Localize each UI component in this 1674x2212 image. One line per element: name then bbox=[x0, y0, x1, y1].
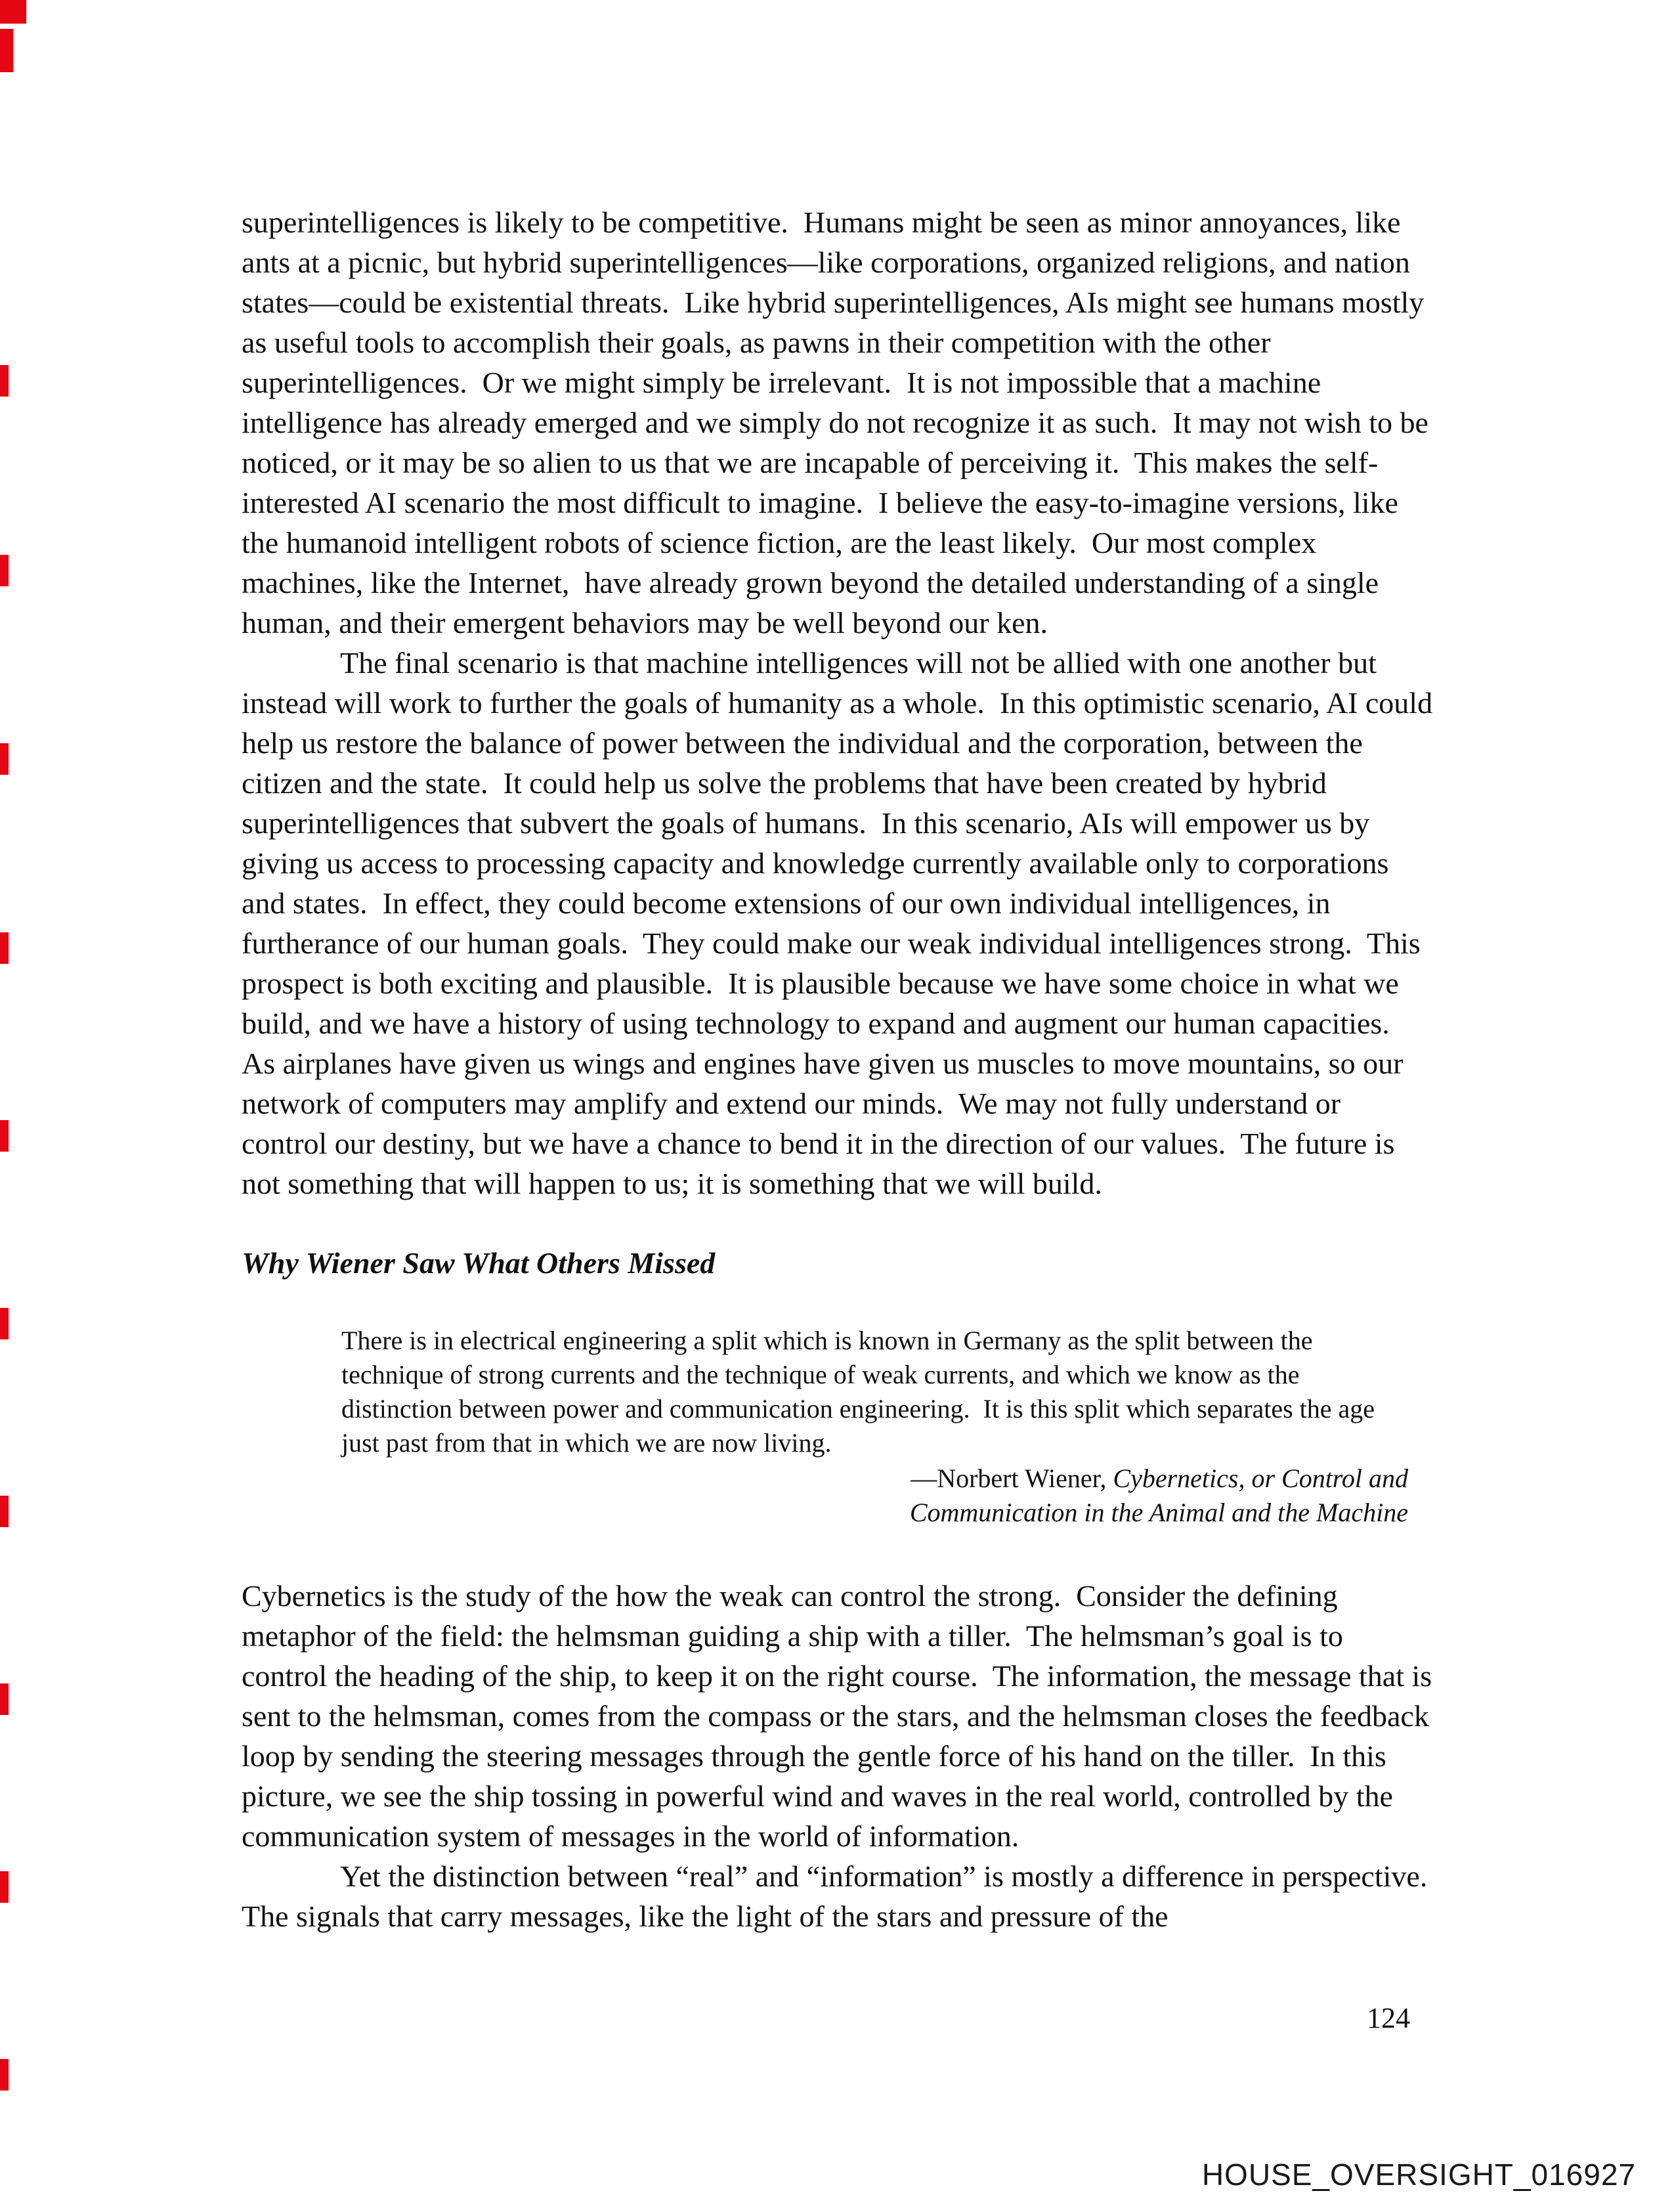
block-quote bbox=[341, 1324, 1408, 1530]
bates-stamp: HOUSE_OVERSIGHT_016927 bbox=[1201, 2158, 1636, 2192]
red-edge-mark bbox=[0, 29, 13, 72]
page-number: 124 bbox=[1367, 2002, 1410, 2034]
body-paragraph-4: Yet the distinction between “real” and “information” is mostly a difference in perspective. The signals that carry messages, like the light of the stars and pressure of the bbox=[242, 1859, 1442, 1933]
red-edge-mark bbox=[0, 1683, 9, 1715]
quote-attribution bbox=[341, 1462, 1408, 1530]
red-edge-mark bbox=[0, 1496, 9, 1527]
red-edge-mark bbox=[0, 1871, 9, 1903]
red-edge-mark bbox=[0, 932, 9, 964]
quote-text: There is in electrical engineering a split which is known in Germany as the split between the technique of strong currents and the technique of weak currents, and which we know as the distinction between power and communication engineering. It is this split which separates the age just past from that in which we are now living. bbox=[341, 1326, 1382, 1458]
red-edge-mark bbox=[0, 1308, 9, 1339]
attribution-title-part-1: Cybernetics, or Control and bbox=[1113, 1464, 1408, 1493]
red-edge-mark bbox=[0, 743, 9, 775]
page-body bbox=[242, 202, 1442, 1936]
red-edge-mark bbox=[0, 365, 9, 397]
section-heading: Why Wiener Saw What Others Missed bbox=[242, 1246, 716, 1280]
red-edge-mark bbox=[0, 555, 9, 586]
red-edge-mark bbox=[0, 2059, 9, 2091]
attribution-title-part-2: Communication in the Animal and the Machine bbox=[909, 1498, 1408, 1527]
red-edge-mark bbox=[0, 1120, 9, 1152]
attribution-line-1 bbox=[341, 1462, 1408, 1496]
body-paragraph-3: Cybernetics is the study of the how the weak can control the strong. Consider the defining metaphor of the field: the helmsman guiding a ship with a tiller. The helmsman’s goal is to control the heading of the ship, to keep it on the right course. The information, the message that is sent to the helmsman, comes from the compass or the stars, and the helmsman closes the feedback loop by sending the steering messages through the gentle force of his hand on the tiller. In this picture, we see the ship tossing in powerful wind and waves in the real world, controlled by the communication system of messages in the world of information. bbox=[242, 1579, 1440, 1853]
body-paragraph-2: The final scenario is that machine intelligences will not be allied with one another but instead will work to further the goals of humanity as a whole. In this optimistic scenario, AI could help us restore the balance of power between the individual and the corporation, between the citizen and the state. It could help us solve the problems that have been created by hybrid superintelligences that subvert the goals of humans. In this scenario, AIs will empower us by giving us access to processing capacity and knowledge currently available only to corporations and states. In effect, they could become extensions of our own individual intelligences, in furtherance of our human goals. They could make our weak individual intelligences strong. This prospect is both exciting and plausible. It is plausible because we have some choice in what we build, and we have a history of using technology to expand and augment our human capacities. As airplanes have given us wings and engines have given us muscles to move mountains, so our network of computers may amplify and extend our minds. We may not fully understand or control our destiny, but we have a chance to bend it in the direction of our values. The future is not something that will happen to us; it is something that we will build. bbox=[242, 646, 1440, 1200]
attribution-author: —Norbert Wiener, bbox=[911, 1464, 1113, 1493]
red-edge-mark bbox=[0, 0, 26, 24]
body-paragraph-1: superintelligences is likely to be competitive. Humans might be seen as minor annoyances, like ants at a picnic, but hybrid superintelligences—like corporations, organized religions, and nation states—could be existential threats. Like hybrid superintelligences, AIs might see humans mostly as useful tools to accomplish their goals, as pawns in their competition with the other superintelligences. Or we might simply be irrelevant. It is not impossible that a machine intelligence has already emerged and we simply do not recognize it as such. It may not wish to be noticed, or it may be so alien to us that we are incapable of perceiving it. This makes the self-interested AI scenario the most difficult to imagine. I believe the easy-to-imagine versions, like the humanoid intelligent robots of science fiction, are the least likely. Our most complex machines, like the Internet, have already grown beyond the detailed understanding of a single human, and their emergent behaviors may be well beyond our ken. bbox=[242, 206, 1436, 640]
